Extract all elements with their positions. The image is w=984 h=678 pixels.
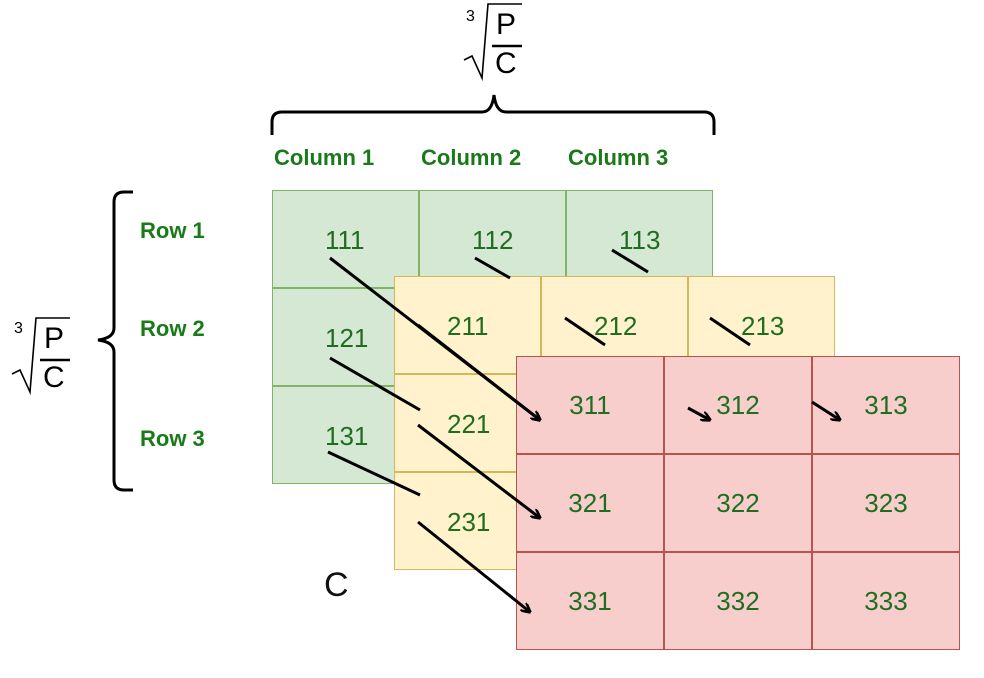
cell-211: 211 — [394, 276, 541, 374]
arrow-11 — [688, 408, 710, 420]
left-formula-index: 3 — [14, 320, 23, 337]
cell-121: 121 — [272, 288, 419, 386]
cell-231: 231 — [394, 472, 541, 570]
arrow-5 — [418, 425, 540, 518]
top-formula-numerator: P — [496, 8, 517, 41]
left-formula-numerator: P — [44, 322, 65, 355]
arrow-12 — [812, 402, 840, 420]
arrow-2 — [330, 358, 420, 410]
arrow-10 — [612, 250, 648, 272]
arrow-8 — [565, 318, 605, 345]
cell-131: 131 — [272, 386, 419, 484]
cell-322: 322 — [664, 454, 812, 552]
cell-321: 321 — [516, 454, 664, 552]
arrow-7 — [475, 258, 510, 278]
row-header-3: Row 3 — [140, 426, 205, 451]
cell-213: 213 — [688, 276, 835, 374]
arrow-3 — [328, 452, 420, 495]
arrow-6 — [418, 522, 530, 612]
cell-221: 221 — [394, 374, 541, 472]
cell-313: 313 — [812, 356, 960, 454]
column-header-2: Column 2 — [421, 145, 522, 170]
arrow-9 — [710, 318, 750, 345]
cell-113: 113 — [566, 190, 713, 288]
cell-332: 332 — [664, 552, 812, 650]
top-formula-index: 3 — [466, 8, 475, 25]
cell-312: 312 — [664, 356, 812, 454]
cell-333: 333 — [812, 552, 960, 650]
cell-111: 111 — [272, 190, 419, 288]
cell-112: 112 — [419, 190, 566, 288]
cell-331: 331 — [516, 552, 664, 650]
left-formula-denominator: C — [43, 361, 65, 394]
top-formula-denominator: C — [495, 47, 517, 80]
row-header-2: Row 2 — [140, 316, 205, 341]
column-header-1: Column 1 — [274, 145, 375, 170]
cell-311: 311 — [516, 356, 664, 454]
row-header-1: Row 1 — [140, 218, 205, 243]
cell-212: 212 — [541, 276, 688, 374]
arrow-4 — [418, 325, 540, 420]
cell-323: 323 — [812, 454, 960, 552]
depth-label: C — [324, 566, 349, 604]
column-header-3: Column 3 — [568, 145, 669, 170]
